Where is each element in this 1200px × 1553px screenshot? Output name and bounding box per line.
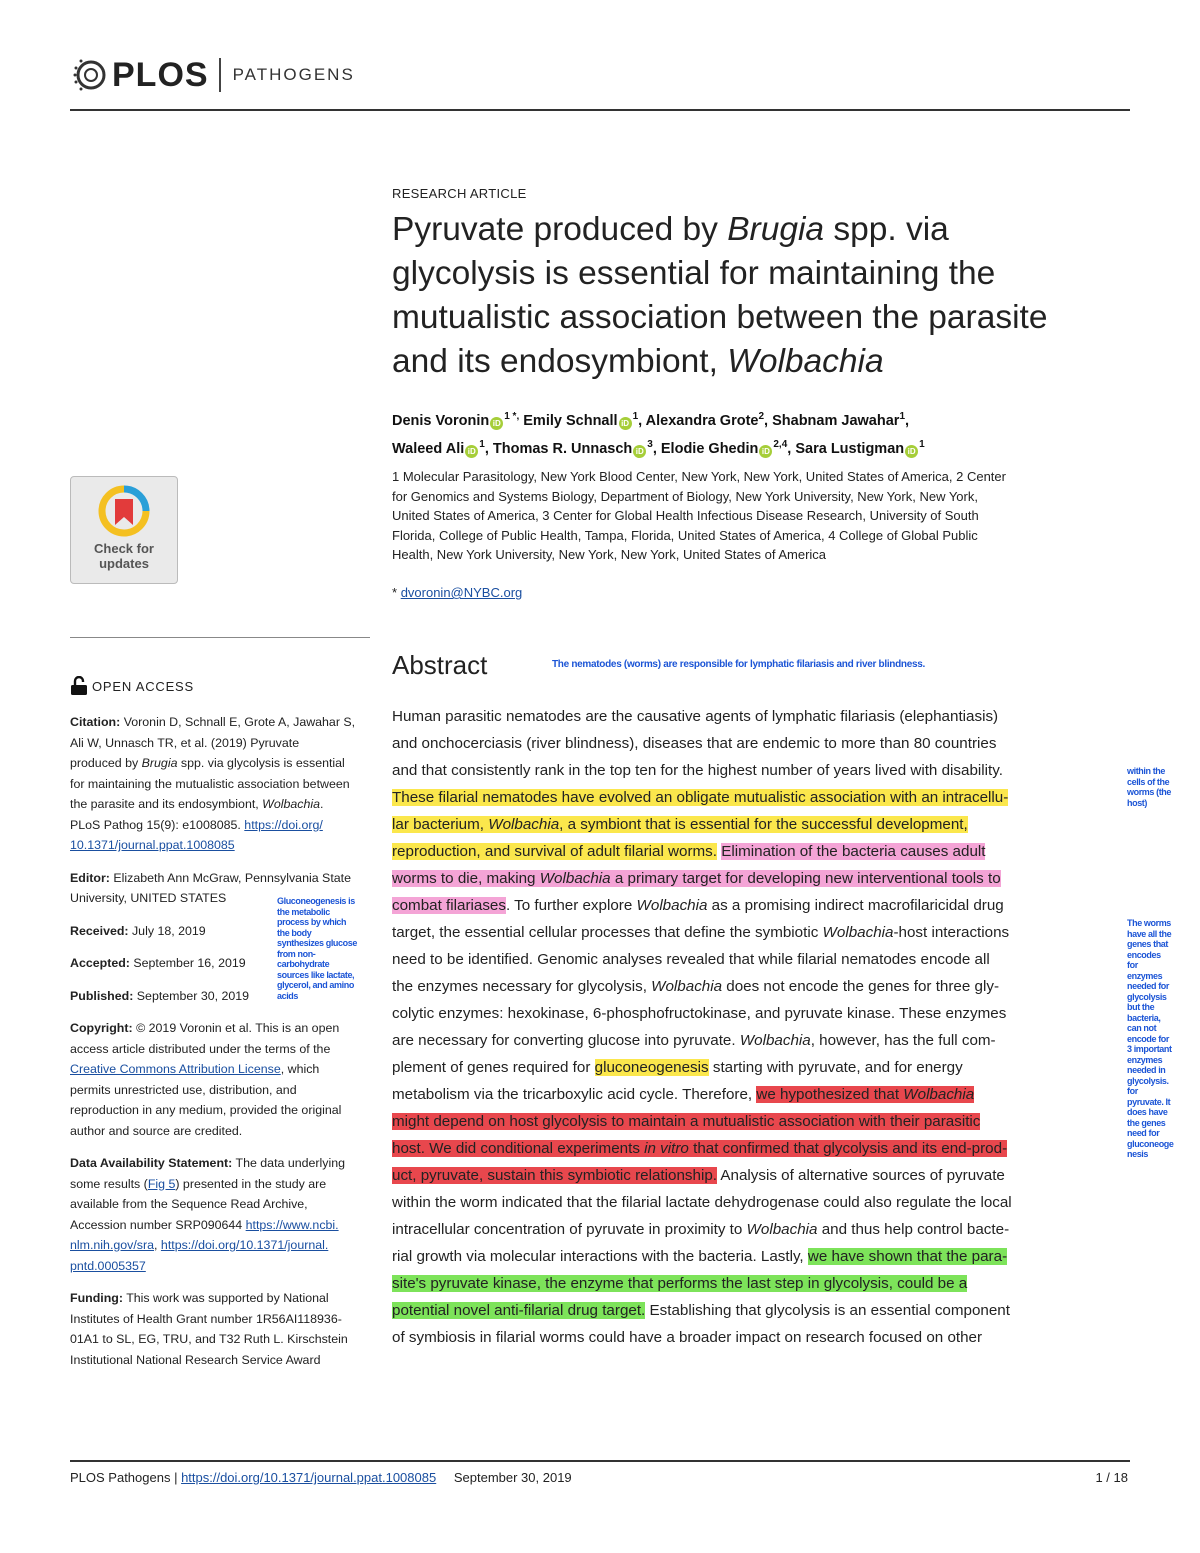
annotation-line: glycerol, and amino bbox=[277, 980, 354, 990]
abstract-line bbox=[392, 1297, 1130, 1324]
author-name: Denis Voronin bbox=[392, 412, 490, 429]
text-segment: as a promising indirect macrofilaricidal drug bbox=[707, 897, 1004, 914]
annotation-line: have all the bbox=[1127, 928, 1172, 939]
highlighted-text: Wolbachia bbox=[488, 816, 560, 833]
annotation-line: acids bbox=[277, 990, 299, 1001]
text-segment: Human parasitic nematodes are the causative agents of lymphatic filariasis (elephantiasis) bbox=[392, 708, 999, 725]
pntd-doi-link[interactable]: https://doi.org/10.1371/journal. bbox=[160, 1238, 329, 1252]
text-segment: rial growth via molecular interactions with the bacteria. Lastly, bbox=[392, 1248, 808, 1265]
annotation-line: encode for bbox=[1127, 1033, 1170, 1044]
annotation-line: bacteria, bbox=[1127, 1012, 1161, 1023]
highlighted-text: potential novel anti-filarial drug target. bbox=[392, 1302, 646, 1319]
abstract-line bbox=[392, 865, 1130, 892]
abstract-line bbox=[392, 1324, 1130, 1351]
text-segment: within the worm indicated that the filarial lactate dehydrogenase could also regulate the local bbox=[392, 1194, 1012, 1211]
article-type: RESEARCH ARTICLE bbox=[392, 186, 527, 201]
highlighted-text: might depend on host glycolysis to maintain a mutualistic association with their parasitic bbox=[392, 1113, 981, 1130]
abstract-line bbox=[392, 730, 1130, 757]
orcid-icon[interactable]: iD bbox=[465, 445, 478, 458]
journal-name: PATHOGENS bbox=[232, 65, 355, 84]
text-segment: Analysis of alternative sources of pyruvate bbox=[717, 1167, 1005, 1184]
copyright: Copyright: © 2019 Voronin et al. This is an open access article distributed under the terms of the Creative Commons Attribution License, which permits unrestricted use, distribution, and reproduction in any medium, provided the original author and source are credited. bbox=[70, 1021, 342, 1138]
author-name: Emily Schnall bbox=[523, 412, 618, 429]
check-for-updates-badge[interactable] bbox=[70, 476, 178, 584]
annotation-line: glycolysis bbox=[1127, 991, 1167, 1002]
author-name: Alexandra Grote bbox=[645, 412, 759, 429]
highlighted-text: host. We did conditional experiments bbox=[392, 1140, 645, 1157]
footer-citation: PLOS Pathogens | https://doi.org/10.1371/journal.ppat.1008085 September 30, 2019 bbox=[70, 1470, 572, 1485]
open-access-label: OPEN ACCESS bbox=[70, 676, 194, 696]
annotation-line: worms (the bbox=[1127, 787, 1172, 797]
text-segment: metabolism via the tricarboxylic acid cycle. Therefore, bbox=[392, 1086, 757, 1103]
orcid-icon[interactable]: iD bbox=[619, 417, 632, 430]
annotation-line: 3 important bbox=[1127, 1044, 1172, 1054]
abstract-line bbox=[392, 1081, 1130, 1108]
ncbi-link[interactable]: https://www.ncbi. bbox=[245, 1217, 339, 1232]
orcid-icon[interactable]: iD bbox=[759, 445, 772, 458]
annotation-line: glycolysis. bbox=[1127, 1075, 1169, 1086]
annotation-line: host) bbox=[1127, 797, 1147, 808]
text-segment: Wolbachia bbox=[822, 924, 894, 941]
abstract-line bbox=[392, 811, 1130, 838]
annotation-line: but the bbox=[1127, 1002, 1155, 1012]
badge-line-1: Check for bbox=[94, 541, 154, 556]
highlighted-text: , a symbiont that is essential for the successful development, bbox=[559, 816, 968, 833]
pntd-doi-link-cont[interactable]: pntd.0005357 bbox=[70, 1258, 146, 1273]
text-segment: colytic enzymes: hexokinase, 6-phosphofructokinase, and pyruvate kinase. These enzymes bbox=[392, 1005, 1007, 1022]
annotation-line: within the bbox=[1127, 766, 1165, 776]
corresponding-author: * dvoronin@NYBC.org bbox=[392, 585, 523, 600]
text-segment: starting with pyruvate, and for energy bbox=[708, 1059, 963, 1076]
text-segment: Wolbachia bbox=[739, 1032, 811, 1049]
funding: Funding: This work was supported by National Institutes of Health Grant number 1R56AI118936- 01A1 to SL, EG, TRU, and T32 Ruth L. Kirschstein Institutional National Research Service Award bbox=[70, 1291, 348, 1367]
text-segment: are necessary for converting glucose into pyruvate. bbox=[392, 1032, 740, 1049]
annotation-line: needed in bbox=[1127, 1065, 1166, 1075]
text-segment: target, the essential cellular processes that define the symbiotic bbox=[392, 924, 823, 941]
annotation-line: nesis bbox=[1127, 1149, 1149, 1159]
annotation-line: the body bbox=[277, 927, 312, 938]
abstract-line bbox=[392, 1000, 1130, 1027]
received-date: Received: July 18, 2019 bbox=[70, 923, 206, 938]
license-link[interactable]: Creative Commons Attribution License bbox=[70, 1062, 281, 1076]
citation-doi-link-cont[interactable]: 10.1371/journal.ppat.1008085 bbox=[70, 838, 235, 852]
abstract-line bbox=[392, 1162, 1130, 1189]
highlighted-text: combat filariases bbox=[392, 897, 506, 914]
author-name: Sara Lustigman bbox=[795, 440, 905, 457]
logo-wordmark: PLOS bbox=[112, 55, 209, 94]
highlighted-text: uct, pyruvate, sustain this symbiotic relationship. bbox=[392, 1167, 717, 1184]
highlighted-text: These filarial nematodes have evolved an obligate mutualistic association with an intracellu- bbox=[392, 789, 1009, 806]
article-metadata bbox=[70, 712, 370, 1382]
abstract-line bbox=[392, 919, 1130, 946]
text-segment: of symbiosis in filarial worms could have a broader impact on research focused on other bbox=[392, 1329, 983, 1346]
annotation-line: Gluconeogenesis is bbox=[277, 896, 355, 906]
annotation-line: gluconeoge bbox=[1127, 1138, 1174, 1149]
author-affiliation-marker: 1 bbox=[899, 411, 905, 422]
highlighted-text: we hypothesized that bbox=[756, 1086, 904, 1103]
highlighted-text: Wolbachia bbox=[903, 1086, 975, 1103]
highlighted-text: worms to die, making bbox=[392, 870, 540, 887]
orcid-icon[interactable]: iD bbox=[633, 445, 646, 458]
text-segment: need to be identified. Genomic analyses revealed that while filarial nematodes encode all bbox=[392, 951, 990, 968]
footer-rule bbox=[70, 1460, 1130, 1462]
data-availability: Data Availability Statement: The data underlying some results (Fig 5) presented in the study are available from the Sequence Read Archive, Accession number SRP090644 https://www.ncbi. nlm.nih.gov/sra, https://doi.org/10.1371/journal. pntd.0005357 bbox=[70, 1156, 346, 1273]
text-segment: , however, has the full com- bbox=[810, 1032, 996, 1049]
header-rule bbox=[70, 109, 1130, 111]
abstract-line bbox=[392, 892, 1130, 919]
author-name: Shabnam Jawahar bbox=[772, 412, 900, 429]
citation-doi-link[interactable]: https://doi.org/ bbox=[244, 817, 323, 832]
author-list: Denis Voronin $iD^{1 *,}$ Emily Schnall $iD^1$, Alexandra Grote$^2$, Shabnam Jawahar$^1$, Waleed Ali $iD^1$, Thomas R. Unnasch $iD^3$, Elodie Ghedin iD$^{2,4}$, Sara Lustigman $iD^1$ bbox=[392, 411, 925, 457]
journal-logo bbox=[72, 55, 355, 95]
highlighted-text: lar bacterium, bbox=[392, 816, 489, 833]
highlighted-text: we have shown that the para- bbox=[807, 1248, 1008, 1265]
logo-divider bbox=[219, 58, 221, 92]
abstract-line bbox=[392, 1270, 1130, 1297]
abstract-line bbox=[392, 1108, 1130, 1135]
badge-line-2: updates bbox=[99, 556, 149, 571]
abstract-text bbox=[392, 703, 1130, 1351]
annotation-line: the genes bbox=[1127, 1117, 1166, 1128]
abstract-line bbox=[392, 1135, 1130, 1162]
author-name: Waleed Ali bbox=[392, 440, 465, 457]
text-segment: and that consistently rank in the top ten for the highest number of years lived with disability. bbox=[392, 762, 1003, 779]
author-affiliation-marker: 3 bbox=[647, 438, 653, 450]
fig5-link[interactable]: Fig 5 bbox=[147, 1176, 176, 1191]
highlighted-text: Wolbachia bbox=[539, 870, 611, 887]
annotation-line: synthesizes glucose bbox=[277, 938, 357, 948]
abstract-line bbox=[392, 757, 1130, 784]
published-date: Published: September 30, 2019 bbox=[70, 988, 250, 1003]
citation: Citation: Voronin D, Schnall E, Grote A, Jawahar S, Ali W, Unnasch TR, et al. (2019) Pyruvate produced by Brugia spp. via glycolysis is essential for maintaining the mutualistic association between the parasite and its endosymbiont, Wolbachia. PLoS Pathog 15(9): e1008085. https://doi.org/ 10.1371/journal.ppat.1008085 bbox=[70, 715, 356, 852]
text-segment: the enzymes necessary for glycolysis, bbox=[392, 978, 652, 995]
text-segment: Wolbachia bbox=[651, 978, 723, 995]
annotation-line: enzymes bbox=[1127, 970, 1163, 981]
abstract-line bbox=[392, 703, 1130, 730]
annotation-note-top: The nematodes (worms) are responsible for lymphatic filariasis and river blindness. bbox=[552, 659, 925, 670]
abstract-line bbox=[392, 784, 1130, 811]
annotation-line: genes that bbox=[1127, 939, 1169, 949]
author-affiliation-marker: 1 bbox=[919, 438, 925, 450]
annotation-line: sources like lactate, bbox=[277, 969, 355, 980]
check-updates-icon bbox=[98, 485, 150, 537]
author-affiliation-marker: 1 *, bbox=[504, 411, 520, 422]
editor: Editor: Elizabeth Ann McGraw, Pennsylvania State University, UNITED STATES bbox=[70, 870, 351, 905]
abstract-line bbox=[392, 1216, 1130, 1243]
affiliations: 1 Molecular Parasitology, New York Blood Center, New York, New York, United States of America, 2 Center for Genomics and Systems Biology, Department of Biology, New York University, New York, New York, United States of America, 3 Center for Global Health Infectious Disease Research, University of South Florida, College of Public Health, Tampa, Florida, United States of America, 4 College of Global Public Health, New York University, New York, New York, United States of America bbox=[392, 469, 1006, 562]
text-segment: intracellular concentration of pyruvate in proximity to bbox=[392, 1221, 747, 1238]
highlighted-text: Elimination of the bacteria causes adult bbox=[721, 843, 986, 860]
text-segment: and thus help control bacte- bbox=[817, 1221, 1010, 1238]
annotation-line: encodes bbox=[1127, 949, 1161, 960]
highlighted-text: a primary target for developing new interventional tools to bbox=[610, 870, 1001, 887]
orcid-icon[interactable]: iD bbox=[490, 417, 503, 430]
page-number: 1 / 18 bbox=[1095, 1470, 1128, 1485]
left-column-rule bbox=[70, 637, 370, 638]
text-segment: plement of genes required for bbox=[392, 1059, 595, 1076]
annotation-line: need for bbox=[1127, 1128, 1160, 1138]
accepted-date: Accepted: September 16, 2019 bbox=[70, 956, 246, 970]
author-affiliation-marker: 2,4 bbox=[773, 438, 788, 450]
annotation-line: cells of the bbox=[1127, 776, 1170, 787]
footer-doi-link[interactable]: https://doi.org/10.1371/journal.ppat.1008085 bbox=[181, 1470, 437, 1485]
text-segment: Wolbachia bbox=[746, 1221, 818, 1238]
plos-logo-icon bbox=[72, 56, 110, 94]
annotation-line: does have bbox=[1127, 1107, 1168, 1117]
corresponding-email-link[interactable]: dvoronin@NYBC.org bbox=[400, 585, 523, 600]
text-segment: Establishing that glycolysis is an essential component bbox=[645, 1302, 1010, 1319]
highlighted-text: gluconeogenesis bbox=[594, 1059, 709, 1076]
abstract-line bbox=[392, 1027, 1130, 1054]
author-affiliation-marker: 1 bbox=[479, 438, 485, 450]
annotation-line: the metabolic bbox=[277, 906, 330, 917]
annotation-line: can not bbox=[1127, 1023, 1157, 1033]
highlighted-text: in vitro bbox=[644, 1140, 689, 1157]
text-segment: . To further explore bbox=[505, 897, 637, 914]
abstract-line bbox=[392, 1243, 1130, 1270]
annotation-line: pyruvate. It bbox=[1127, 1096, 1171, 1107]
annotation-line: process by which bbox=[277, 917, 347, 927]
author-affiliation-marker: 1 bbox=[632, 411, 639, 422]
author-name: Elodie Ghedin bbox=[660, 440, 759, 457]
annotation-line: enzymes bbox=[1127, 1054, 1163, 1065]
text-segment: does not encode the genes for three gly- bbox=[722, 978, 999, 995]
abstract-line bbox=[392, 946, 1130, 973]
text-segment: and onchocerciasis (river blindness), diseases that are endemic to more than 80 countries bbox=[392, 735, 997, 752]
abstract-line bbox=[392, 973, 1130, 1000]
annotation-line: carbohydrate bbox=[277, 959, 330, 969]
highlighted-text: that confirmed that glycolysis and its end-prod- bbox=[688, 1140, 1008, 1157]
abstract-line bbox=[392, 1189, 1130, 1216]
footer-date: September 30, 2019 bbox=[453, 1470, 572, 1485]
article-title: Pyruvate produced by Brugia spp. via glycolysis is essential for maintaining the mutualistic association between the parasite and its endosymbiont, Wolbachia bbox=[392, 211, 1048, 380]
author-name: Thomas R. Unnasch bbox=[492, 440, 633, 457]
annotation-line: for bbox=[1127, 960, 1138, 970]
highlighted-text: site's pyruvate kinase, the enzyme that performs the last step in glycolysis, could be a bbox=[392, 1275, 968, 1292]
annotation-note-right-1 bbox=[1127, 766, 1171, 808]
text-segment: Wolbachia bbox=[636, 897, 708, 914]
annotation-line: for bbox=[1127, 1086, 1138, 1096]
author-affiliation-marker: 2 bbox=[758, 411, 765, 422]
abstract-line bbox=[392, 1054, 1130, 1081]
annotation-line: from non- bbox=[277, 948, 316, 959]
text-segment: -host interactions bbox=[893, 924, 1010, 941]
abstract-heading: Abstract bbox=[392, 650, 488, 680]
open-lock-icon bbox=[70, 676, 88, 696]
ncbi-link-cont[interactable]: nlm.nih.gov/sra bbox=[70, 1238, 155, 1252]
abstract-line bbox=[392, 838, 1130, 865]
orcid-icon[interactable]: iD bbox=[905, 445, 918, 458]
annotation-note-right-2 bbox=[1127, 918, 1174, 1160]
annotation-line: needed for bbox=[1127, 981, 1170, 991]
annotation-line: The worms bbox=[1127, 918, 1171, 928]
highlighted-text: reproduction, and survival of adult filarial worms. bbox=[392, 843, 717, 860]
